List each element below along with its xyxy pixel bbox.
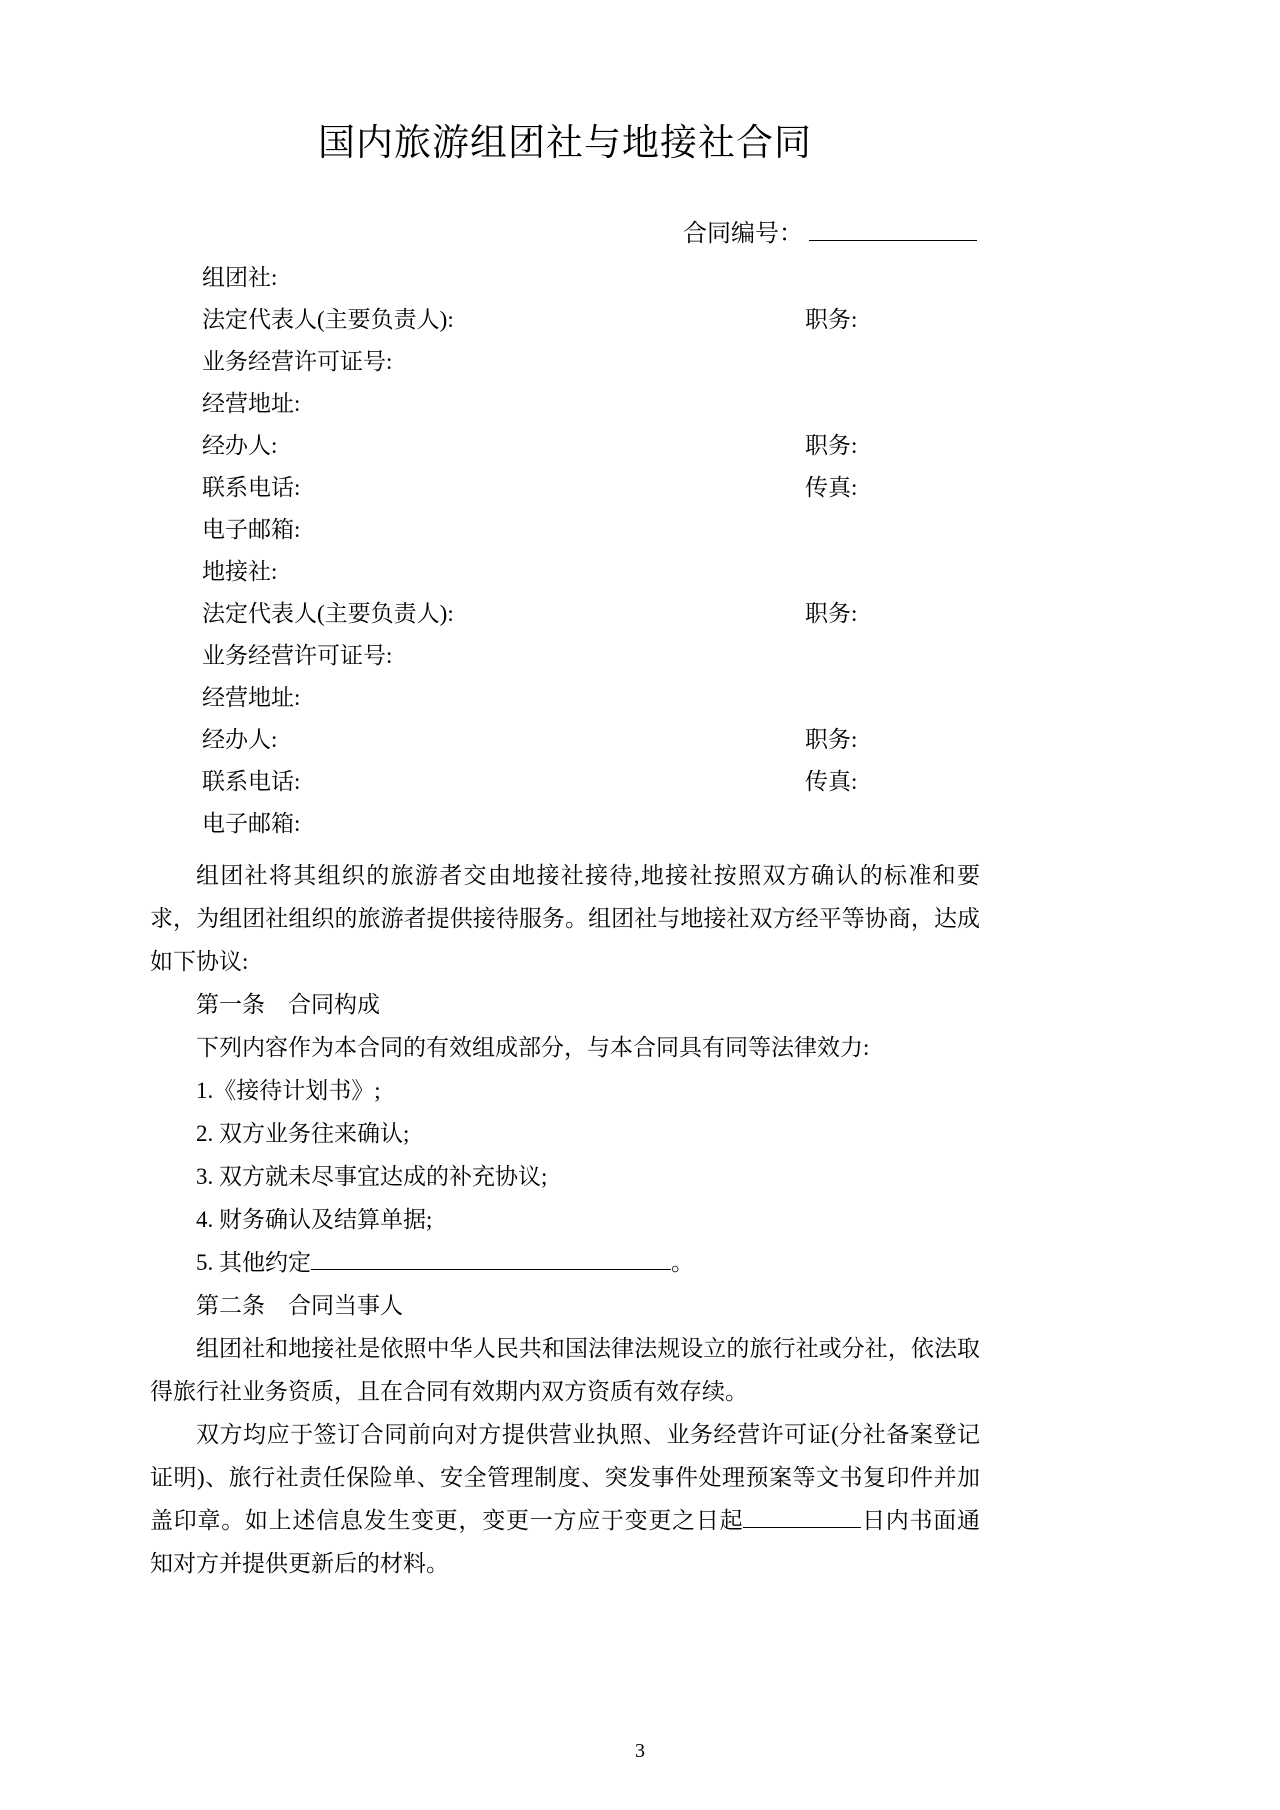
clause-one-intro: 下列内容作为本合同的有效组成部分，与本合同具有同等法律效力: (196, 1034, 870, 1060)
list-item-terminator: 。 (671, 1249, 694, 1275)
field-label: 电子邮箱: (202, 516, 301, 542)
field-label-fax: 传真: (805, 474, 858, 500)
field-row-email-local (150, 812, 980, 854)
field-label: 业务经营许可证号: (202, 348, 393, 374)
field-label: 业务经营许可证号: (202, 642, 393, 668)
field-label: 法定代表人(主要负责人): (202, 306, 454, 332)
list-item: 3. 双方就未尽事宜达成的补充协议; (196, 1163, 548, 1189)
change-notice-days-input[interactable] (743, 1504, 861, 1528)
party-heading-local-agency (150, 560, 980, 602)
field-row-email-organizing (150, 518, 980, 560)
field-row-phone-organizing (150, 476, 980, 518)
clause-two-paragraph-2-after: 日内书面通知对方并提供更新后的材料。 (150, 1507, 981, 1576)
field-row-business-address-local (150, 686, 980, 728)
field-row-legal-representative-organizing (150, 308, 980, 350)
field-row-handler-local (150, 728, 980, 770)
clause-one-title: 合同构成 (288, 991, 380, 1017)
field-row-business-address-organizing (150, 392, 980, 434)
clause-two-paragraph-1: 组团社和地接社是依照中华人民共和国法律法规设立的旅行社或分社，依法取得旅行社业务资质，且在合同有效期内双方资质有效存续。 (150, 1335, 980, 1404)
list-item-label: 5. 其他约定 (196, 1249, 311, 1275)
list-item-other-agreements (150, 1241, 980, 1284)
field-label: 组团社: (202, 264, 278, 290)
list-item: 1.《接待计划书》; (196, 1077, 381, 1103)
field-label-fax: 传真: (805, 768, 858, 794)
page-content (150, 0, 980, 1585)
field-label: 经营地址: (202, 684, 301, 710)
field-label: 地接社: (202, 558, 278, 584)
field-label: 经办人: (202, 726, 278, 752)
list-item: 4. 财务确认及结算单据; (196, 1206, 433, 1232)
field-label: 经办人: (202, 432, 278, 458)
page-number: 3 (635, 1740, 645, 1762)
field-row-legal-representative-local (150, 602, 980, 644)
other-agreements-input[interactable] (311, 1246, 671, 1270)
clause-two-number: 第二条 (196, 1292, 265, 1318)
field-row-phone-local (150, 770, 980, 812)
clause-two-paragraph-2-before: 双方均应于签订合同前向对方提供营业执照、业务经营许可证(分社备案登记证明)、旅行社责任保险单、安全管理制度、突发事件处理预案等文书复印件并加盖印章。如上述信息发生变更，变更一方应于变更之日起 (150, 1421, 980, 1533)
field-label-position: 职务: (805, 432, 858, 458)
field-label: 法定代表人(主要负责人): (202, 600, 454, 626)
field-label: 经营地址: (202, 390, 301, 416)
field-row-handler-organizing (150, 434, 980, 476)
field-label-position: 职务: (805, 306, 858, 332)
field-label: 联系电话: (202, 768, 301, 794)
party-fields (150, 266, 980, 854)
field-row-license-number-organizing (150, 350, 980, 392)
contract-number-input[interactable] (809, 216, 977, 241)
clause-two-paragraph-2 (150, 1413, 980, 1585)
list-item: 2. 双方业务往来确认; (196, 1120, 410, 1146)
clause-one-number: 第一条 (196, 991, 265, 1017)
clause-one-heading (150, 983, 980, 1026)
field-label: 电子邮箱: (202, 810, 301, 836)
page-title: 国内旅游组团社与地接社合同 (318, 122, 812, 163)
field-label-position: 职务: (805, 600, 858, 626)
preamble-paragraph: 组团社将其组织的旅游者交由地接社接待,地接社按照双方确认的标准和要求，为组团社组织的旅游者提供接待服务。组团社与地接社双方经平等协商，达成如下协议: (150, 862, 980, 974)
field-label: 联系电话: (202, 474, 301, 500)
contract-number-label: 合同编号： (683, 220, 803, 247)
clause-two-heading (150, 1284, 980, 1327)
field-label-position: 职务: (805, 726, 858, 752)
contract-number-row (150, 216, 980, 252)
clause-two-title: 合同当事人 (288, 1292, 403, 1318)
party-heading-organizing-agency (150, 266, 980, 308)
field-row-license-number-local (150, 644, 980, 686)
